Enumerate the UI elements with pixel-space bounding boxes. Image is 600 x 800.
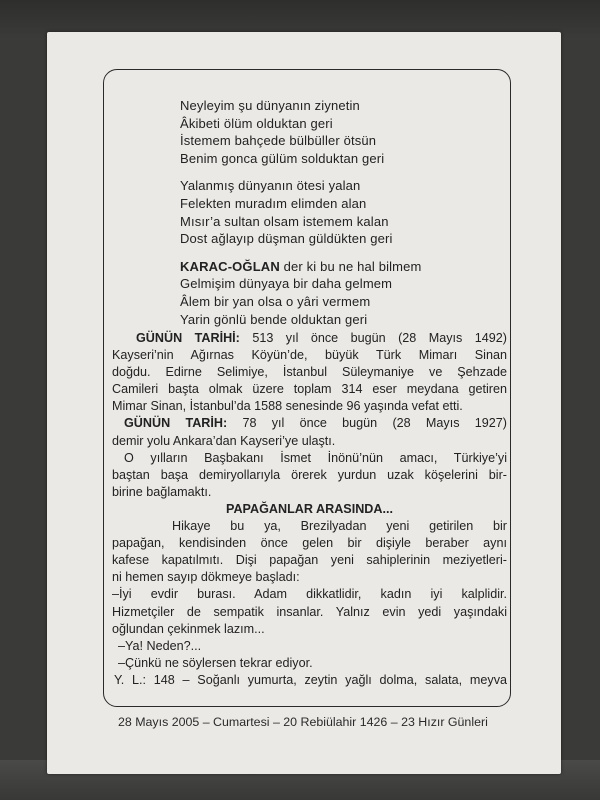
poem-line: Dost ağlayıp düşman güldükten geri — [180, 231, 393, 247]
poem-line: Benim gonca gülüm solduktan geri — [180, 150, 385, 166]
story-line: –Ya! Neden?... — [118, 638, 202, 653]
story-line: Hizmetçiler de sempatik insanlar. Yalnız evin yedi yaşındaki — [112, 604, 507, 619]
prose-section — [112, 330, 507, 689]
history-line: Kayseri’nin Ağırnas Köyün’de, büyük Türk Mimarı Sinan — [112, 348, 507, 363]
poem-line: Neyleyim şu dünyanın ziynetin — [180, 98, 360, 113]
story-line: kafese kapatılmıtı. Dişi papağan yeni sahiplerinin meziyetleri- — [112, 553, 507, 568]
poem — [180, 97, 500, 328]
story-line: papağan, kendisinden önce gelen bir dişiyle beraber aynı — [112, 536, 507, 551]
history-line: birine bağlamaktı. — [112, 484, 212, 499]
history-line: baştan başa demiryollarıyla örerek yurdun uzak köşelerini bir- — [112, 467, 507, 482]
history-line: O yılların Başbakanı İsmet İnönü’nün amacı, Türkiye’yi — [124, 450, 507, 465]
history-heading: GÜNÜN TARİH: — [124, 416, 228, 431]
poem-line: Gelmişim dünyaya bir daha gelmem — [180, 276, 393, 292]
poem-line-rest: der ki bu ne hal bilmem — [279, 258, 422, 274]
history-line: doğdu. Edirne Selimiye, İstanbul Süleymaniye ve Şehzade — [112, 365, 507, 380]
story-line: oğlundan çekinmek lazım... — [112, 621, 265, 636]
history-line — [112, 330, 507, 347]
poem-line: Yalanmış dünyanın ötesi yalan — [180, 178, 361, 194]
history-line-rest: 513 yıl önce bugün (28 Mayıs 1492) — [239, 331, 507, 345]
date-footer: 28 Mayıs 2005 – Cumartesi – 20 Rebiülahir 1426 – 23 Hızır Günleri — [118, 715, 488, 729]
poem-line — [180, 258, 500, 276]
poem-line: İstemem bahçede bülbüller ötsün — [180, 133, 377, 149]
history-line-rest: 78 yıl önce bugün (28 Mayıs 1927) — [227, 416, 507, 431]
poem-line: Âkibeti ölüm olduktan geri — [180, 115, 333, 131]
story-title: PAPAĞANLAR ARASINDA... — [226, 501, 393, 516]
story-line: –İyi evdir burası. Adam dikkatlidir, kadın iyi kalplidir. — [112, 587, 507, 602]
story-line: ni hemen sayıp dökmeye başladı: — [112, 570, 300, 585]
poem-line: Mısır’a sultan olsam istemem kalan — [180, 213, 389, 229]
poem-line: Felekten muradım elimden alan — [180, 195, 367, 211]
history-heading: GÜNÜN TARİHİ: — [136, 331, 240, 345]
history-line: Camileri başta olmak üzere toplam 314 eser meydana getiren — [112, 382, 507, 397]
story-line: –Çünkü ne söylersen tekrar ediyor. — [118, 655, 313, 670]
poem-line: Âlem bir yan olsa o yâri vermem — [180, 293, 371, 309]
story-line: Hikaye bu ya, Brezilyadan yeni getirilen bir — [172, 519, 507, 534]
poem-line: Yarin gönlü bende olduktan geri — [180, 311, 368, 327]
menu-line: Y. L.: 148 – Soğanlı yumurta, zeytin yağlı dolma, salata, meyva — [114, 672, 507, 687]
history-line: Mimar Sinan, İstanbul’da 1588 senesinde 96 yaşında vefat etti. — [112, 399, 463, 414]
history-line — [112, 415, 507, 432]
poem-author: KARAC-OĞLAN — [180, 258, 280, 274]
history-line: demir yolu Ankara’dan Kayseri’ye ulaştı. — [112, 433, 336, 448]
